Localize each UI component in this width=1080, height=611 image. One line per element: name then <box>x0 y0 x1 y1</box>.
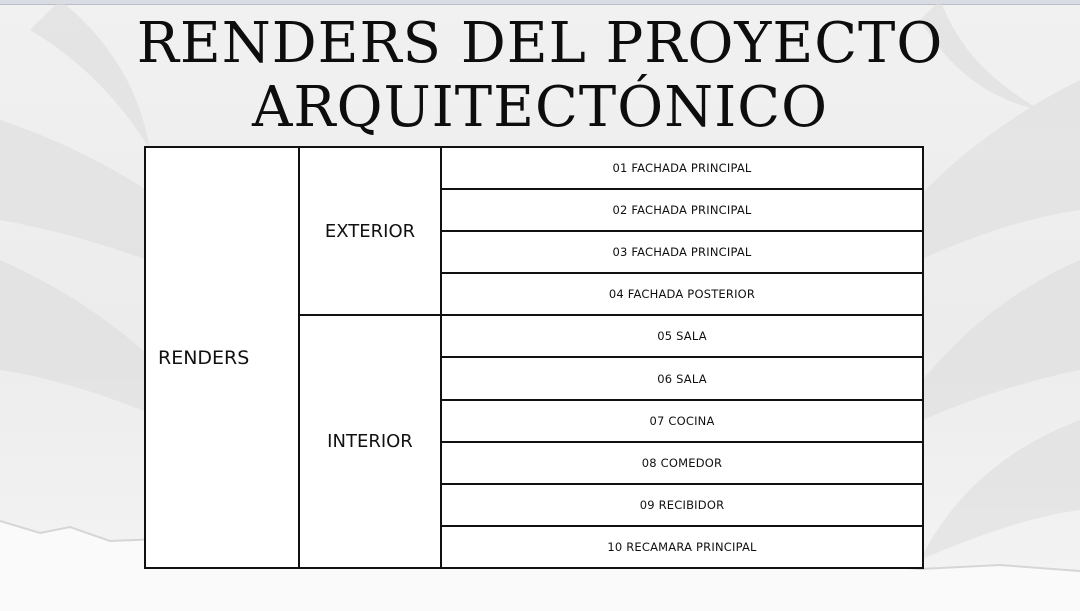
renders-table-grid <box>144 146 924 569</box>
render-item-03: 03 FACHADA PRINCIPAL <box>441 231 923 273</box>
render-item-05: 05 SALA <box>441 315 923 357</box>
group-cell-exterior: EXTERIOR <box>299 147 441 315</box>
render-item-10: 10 RECAMARA PRINCIPAL <box>441 526 923 568</box>
render-item-09: 09 RECIBIDOR <box>441 484 923 526</box>
page-title <box>0 12 1080 140</box>
render-item-04: 04 FACHADA POSTERIOR <box>441 273 923 315</box>
render-item-01: 01 FACHADA PRINCIPAL <box>441 147 923 189</box>
render-item-06: 06 SALA <box>441 357 923 399</box>
render-item-07: 07 COCINA <box>441 400 923 442</box>
title-line-2: ARQUITECTÓNICO <box>251 75 829 140</box>
group-cell-interior: INTERIOR <box>299 315 441 568</box>
root-category-cell: RENDERS <box>145 147 299 568</box>
title-line-1: RENDERS DEL PROYECTO <box>136 11 944 76</box>
render-item-02: 02 FACHADA PRINCIPAL <box>441 189 923 231</box>
table-row <box>145 147 923 189</box>
render-item-08: 08 COMEDOR <box>441 442 923 484</box>
renders-table <box>144 146 924 569</box>
